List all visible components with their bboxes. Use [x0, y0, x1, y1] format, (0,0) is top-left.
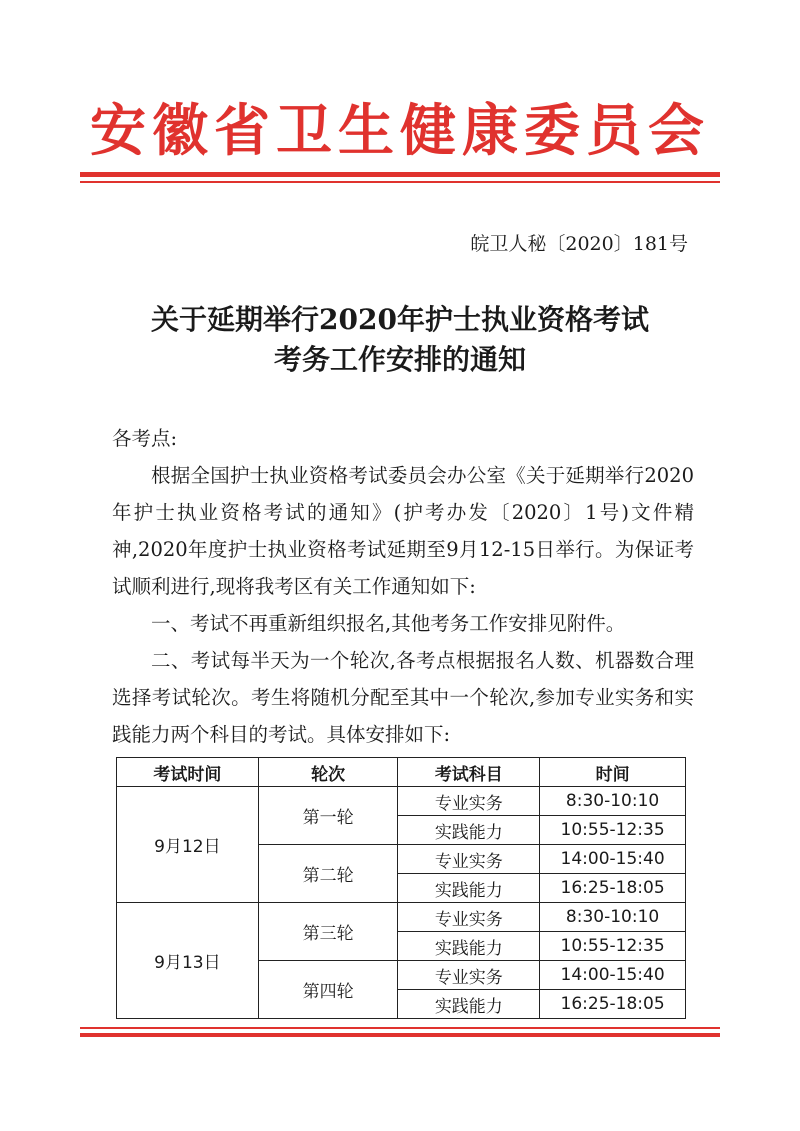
- header-subject: 考试科目: [398, 758, 540, 787]
- table-row: [117, 903, 686, 932]
- notice-title-line-2: 考务工作安排的通知: [273, 343, 526, 376]
- org-header-title: 安徽省卫生健康委员会: [90, 98, 710, 164]
- time-cell: 8:30-10:10: [540, 787, 686, 816]
- time-cell: 8:30-10:10: [540, 903, 686, 932]
- subject-cell: 专业实务: [398, 787, 540, 816]
- footer-rule-thick: [80, 1033, 720, 1037]
- document-number: 皖卫人秘〔2020〕181号: [470, 233, 688, 255]
- header-rule-thin: [80, 181, 720, 183]
- time-cell: 14:00-15:40: [540, 961, 686, 990]
- subject-cell: 专业实务: [398, 845, 540, 874]
- header-round: 轮次: [258, 758, 398, 787]
- header-rule-thick: [80, 172, 720, 177]
- round-cell: 第四轮: [258, 961, 398, 1019]
- time-cell: 10:55-12:35: [540, 932, 686, 961]
- time-cell: 10:55-12:35: [540, 816, 686, 845]
- time-cell: 16:25-18:05: [540, 874, 686, 903]
- notice-title: [0, 300, 800, 380]
- schedule-table: [116, 757, 686, 1019]
- subject-cell: 专业实务: [398, 903, 540, 932]
- day-date-cell: 9月12日: [117, 787, 259, 903]
- schedule-header-row: [117, 758, 686, 787]
- day-date-cell: 9月13日: [117, 903, 259, 1019]
- footer-rule-thin: [80, 1027, 720, 1029]
- paragraph-3: 二、考试每半天为一个轮次,各考点根据报名人数、机器数合理选择考试轮次。考生将随机分配至其中一个轮次,参加专业实务和实践能力两个科目的考试。具体安排如下:: [112, 649, 694, 746]
- round-cell: 第一轮: [258, 787, 398, 845]
- time-cell: 14:00-15:40: [540, 845, 686, 874]
- round-cell: 第二轮: [258, 845, 398, 903]
- salutation: 各考点:: [112, 427, 178, 450]
- subject-cell: 实践能力: [398, 816, 540, 845]
- notice-body: [112, 420, 694, 753]
- table-row: [117, 787, 686, 816]
- header-exam-date: 考试时间: [117, 758, 259, 787]
- paragraph-1: 根据全国护士执业资格考试委员会办公室《关于延期举行2020年护士执业资格考试的通知》(护考办发〔2020〕1号)文件精神,2020年度护士执业资格考试延期至9月12-15日举行。为保证考试顺利进行,现将我考区有关工作通知如下:: [112, 464, 694, 598]
- time-cell: 16:25-18:05: [540, 990, 686, 1019]
- header-time: 时间: [540, 758, 686, 787]
- subject-cell: 实践能力: [398, 990, 540, 1019]
- notice-title-line-1: 关于延期举行2020年护士执业资格考试: [151, 303, 649, 336]
- subject-cell: 实践能力: [398, 874, 540, 903]
- subject-cell: 实践能力: [398, 932, 540, 961]
- paragraph-2: 一、考试不再重新组织报名,其他考务工作安排见附件。: [151, 612, 626, 635]
- subject-cell: 专业实务: [398, 961, 540, 990]
- round-cell: 第三轮: [258, 903, 398, 961]
